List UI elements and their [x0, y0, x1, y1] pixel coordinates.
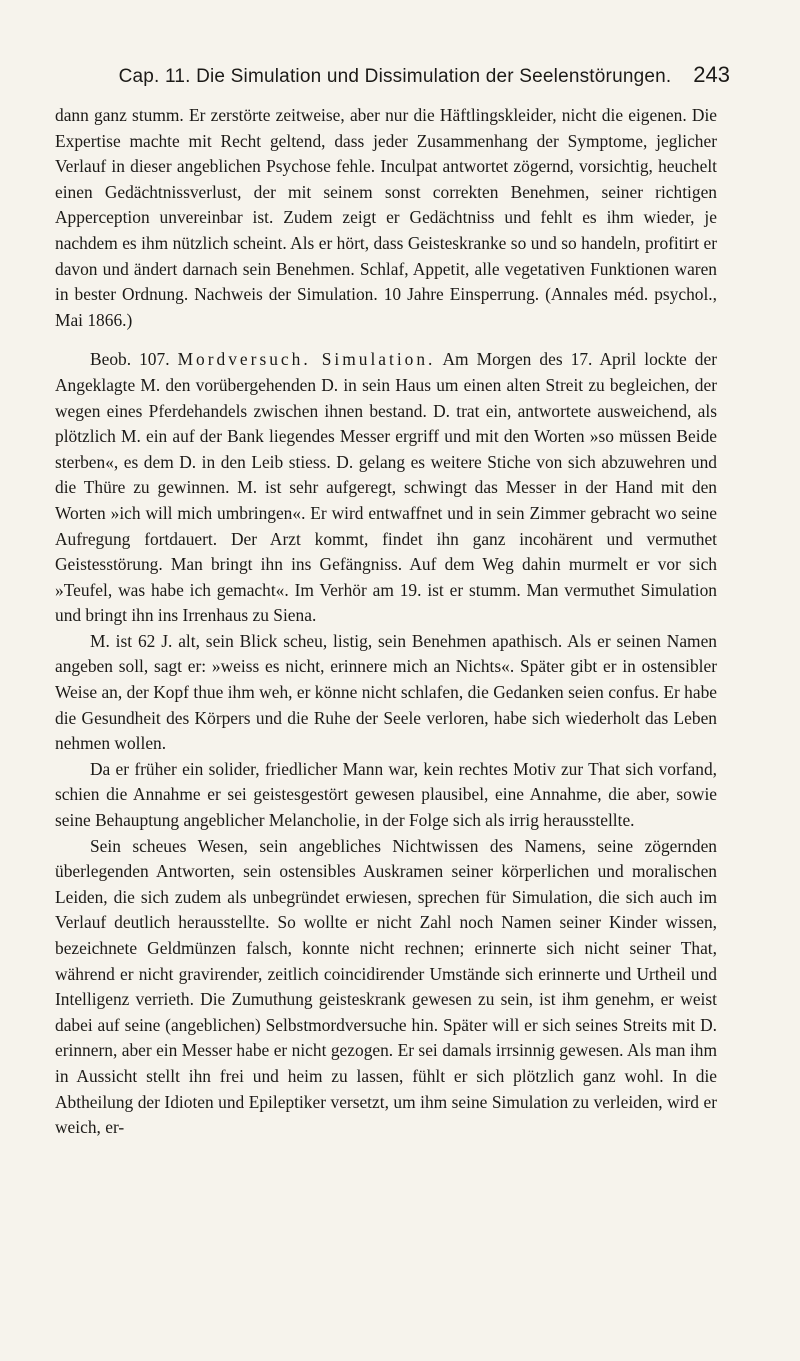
- case-title: Mordversuch. Simulation.: [177, 349, 436, 370]
- page-header: [100, 58, 730, 96]
- paragraph-4: Da er früher ein solider, friedlicher Mann war, kein rechtes Motiv zur That sich vorfand, schien die Annahme er sei geistesgestört gewesen plausibel, eine Annahme, die aber, sowie seine Behauptung angeblicher Melancholie, in der Folge sich als irrig herausstellte.: [55, 758, 717, 831]
- page-number: 243: [693, 62, 730, 87]
- observation-label: Beob. 107.: [90, 349, 178, 370]
- page-body: [55, 103, 717, 1141]
- paragraph-1: dann ganz stumm. Er zerstörte zeitweise, aber nur die Häftlingskleider, nicht die eigenen. Die Expertise machte mit Recht geltend, dass jeder Zusammenhang der Symptome, jeglicher Verlauf in dieser angeblichen Psychose fehle. Inculpat antwortet zögernd, vorsichtig, heuchelt einen Gedächtnissverlust, der mit seinem sonst correkten Benehmen, seiner richtigen Apperception unvereinbar ist. Zudem zeigt er Gedächtniss und fehlt es ihm wieder, je nachdem es ihm nützlich scheint. Als er hört, dass Geisteskranke so und so handeln, profitirt er davon und ändert darnach sein Benehmen. Schlaf, Appetit, alle vegetativen Funktionen waren in bester Ordnung. Nachweis der Simulation. 10 Jahre Einsperrung. (Annales méd. psychol., Mai 1866.): [55, 105, 717, 330]
- paragraph-3: M. ist 62 J. alt, sein Blick scheu, listig, sein Benehmen apathisch. Als er seinen Namen angeben soll, sagt er: »weiss es nicht, erinnere mich an Nichts«. Später gibt er in ostensibler Weise an, der Kopf thue ihm weh, er könne nicht schlafen, die Gedanken seien confus. Er habe die Gesundheit des Körpers und die Ruhe der Seele verloren, habe sich wiederholt das Leben nehmen wollen.: [55, 630, 717, 754]
- paragraph-2: [55, 347, 717, 629]
- paragraph-2-text: Am Morgen des 17. April lockte der Angeklagte M. den vorübergehenden D. in sein Haus um einen alten Streit zu begleichen, der wegen eines Pferdehandels zwischen ihnen bestand. D. trat ein, antwortete ausweichend, als plötzlich M. ein auf der Bank liegendes Messer ergriff und mit den Worten »so müssen Beide sterben«, es dem D. in den Leib stiess. D. gelang es weitere Stiche von sich abzuwehren und die Thüre zu gewinnen. M. ist sehr aufgeregt, schwingt das Messer in der Hand mit den Worten »ich will mich umbringen«. Er wird entwaffnet und in sein Zimmer gebracht wo seine Aufregung fortdauert. Der Arzt kommt, findet ihn ganz incohärent und vermuthet Geistesstörung. Man bringt ihn ins Gefängniss. Auf dem Weg dahin murmelt er vor sich »Teufel, was habe ich gemacht«. Im Verhör am 19. ist er stumm. Man vermuthet Simulation und bringt ihn ins Irrenhaus zu Siena.: [55, 349, 717, 626]
- paragraph-5: Sein scheues Wesen, sein angebliches Nichtwissen des Namens, seine zögernden überlegenden Antworten, sein ostensibles Auskramen seiner körperlichen und moralischen Leiden, die sich zudem als unbegründet erwiesen, sprechen für Simulation, die sich auch im Verlauf deutlich herausstellte. So wollte er nicht Zahl noch Namen seiner Kinder wissen, bezeichnete Geldmünzen falsch, konnte nicht rechnen; erinnerte sich nicht seiner That, während er nicht gravirender, zeitlich coincidirender Umstände sich erinnerte und Urtheil und Intelligenz verrieth. Die Zumuthung geisteskrank gewesen zu sein, ist ihm genehm, er weist dabei auf seine (angeblichen) Selbstmordversuche hin. Später will er sich seines Streits mit D. erinnern, aber ein Messer habe er nicht gezogen. Er sei damals irrsinnig gewesen. Als man ihm in Aussicht stellt ihn frei und heim zu lassen, fühlt er sich plötzlich ganz wohl. In die Abtheilung der Idioten und Epileptiker versetzt, um ihm seine Simulation zu verleiden, wird er weich, er-: [55, 835, 717, 1138]
- running-head: Cap. 11. Die Simulation und Dissimulation der Seelenstörungen.: [118, 66, 672, 87]
